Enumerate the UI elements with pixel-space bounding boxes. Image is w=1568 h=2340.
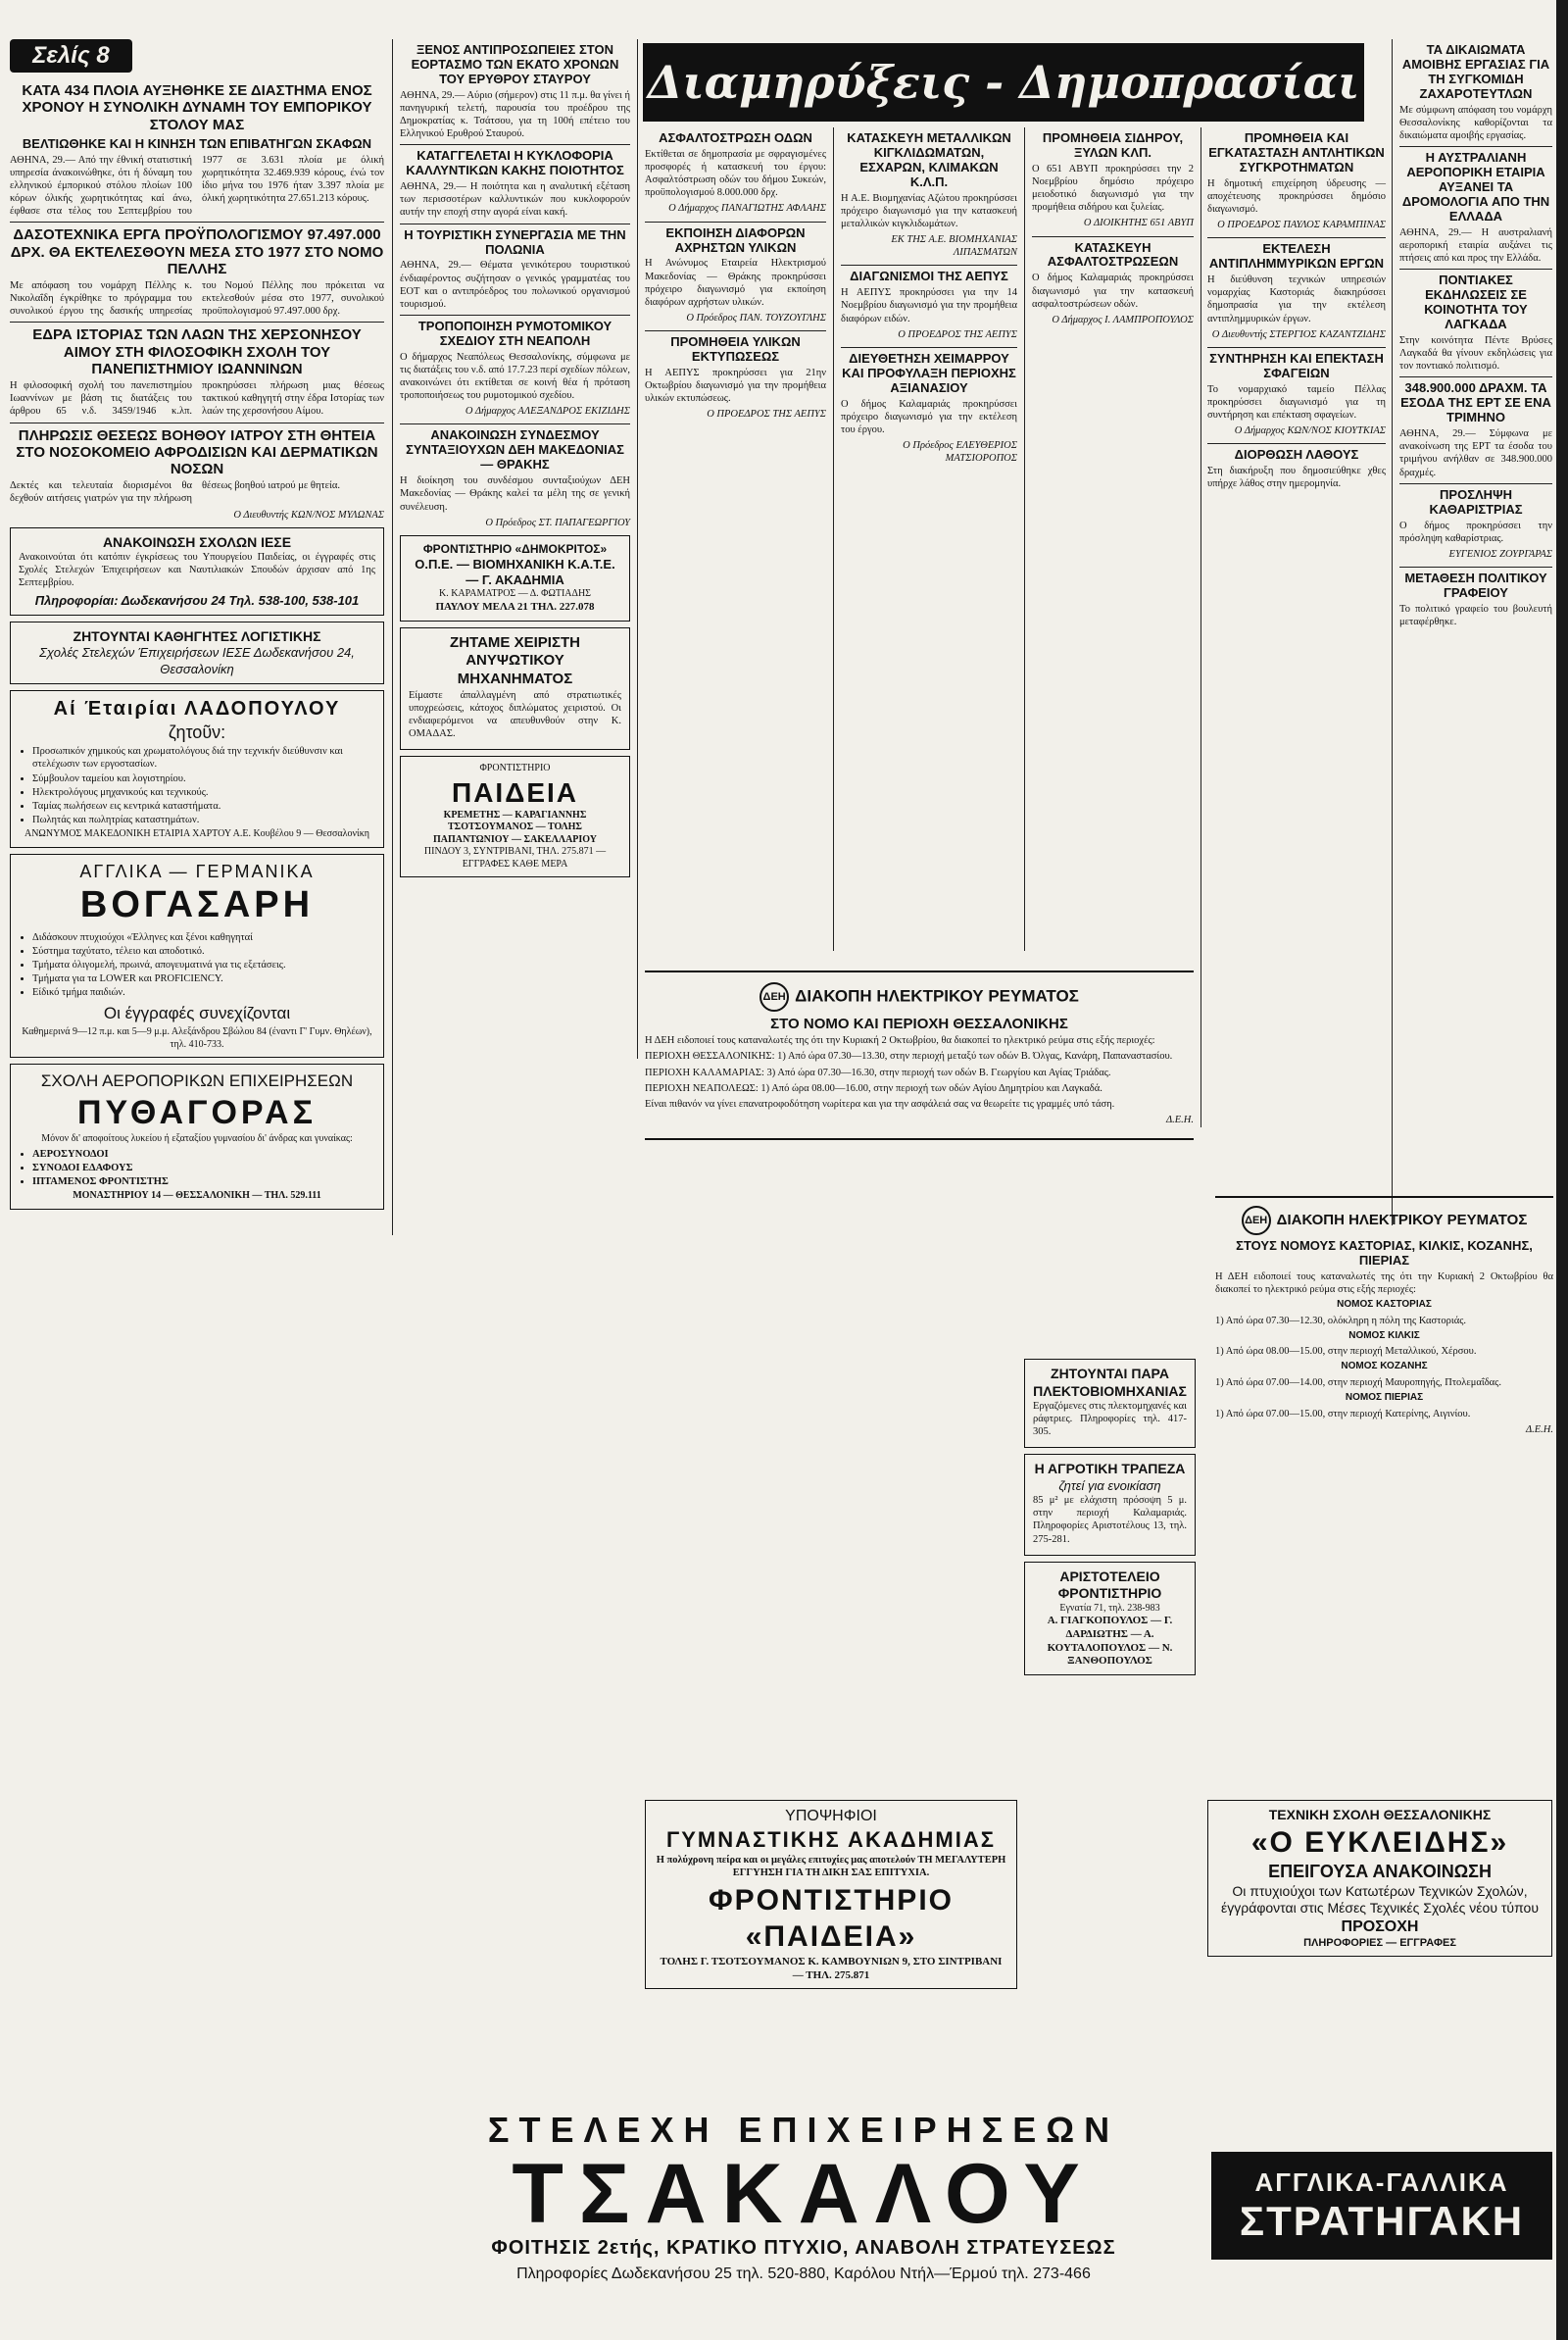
headline: ΠΛΗΡΩΣΙΣ ΘΕΣΕΩΣ ΒΟΗΘΟΥ ΙΑΤΡΟΥ ΣΤΗ ΘΗΤΕΙΑ ΣΤΟ ΝΟΣΟΚΟΜΕΙΟ ΑΦΡΟΔΙΣΙΩΝ ΚΑΙ ΔΕΡΜΑΤΙΚΩΝ ΝΟΣΩΝ: [16, 426, 378, 478]
list-item: • Είδικό τμήμα παιδιών.: [32, 986, 375, 999]
section-masthead: Διαμηρύξεις - Δημοπρασίαι: [643, 43, 1364, 122]
signature: Δ.Ε.Η.: [1525, 1423, 1553, 1435]
headline: ΚΑΤΑΣΚΕΥΗ ΑΣΦΑΛΤΟΣΤΡΩΣΕΩΝ: [1047, 239, 1179, 270]
notice-title: ΔΕΗ ΔΙΑΚΟΠΗ ΗΛΕΚΤΡΙΚΟΥ ΡΕΥΜΑΤΟΣ: [1215, 1206, 1553, 1235]
list-item: • Τμήματα για τα LOWER και PROFICIENCY.: [32, 972, 375, 985]
article-text: ΑΘΗΝΑ, 29.— Η ποιότητα και η αναλυτική εξέταση των περισσοτέρων καλλυντικών που κυκλοφορούν αυτήν την εποχή στην αγορά είναι κακή.: [400, 181, 630, 219]
article-text: Ο δήμαρχος Νεαπόλεως Θεσσαλονίκης, σύμφωνα με τις διατάξεις του ν.δ. από 17.7.23 περί σχεδίων πόλεων, ανακοινώνει ότι εκτίθεται σε κοινή θέα ή πρόταση τροποποιήσεως του ρυμοτομικού σχεδίου.: [400, 351, 630, 402]
ad-text: Σχολές Στελεχών Έπιχειρήσεων ΙΕΣΕ Δωδεκανήσου 24, Θεσσαλονίκη: [39, 645, 355, 676]
ad-tsakalou: [412, 2108, 1196, 2284]
signature: Ο Δήμαρχος ΠΑΝΑΓΙΩΤΗΣ ΑΦΛΑΗΣ: [668, 203, 826, 215]
ad-title: ΖΗΤΟΥΝΤΑΙ ΚΑΘΗΓΗΤΕΣ ΛΟΓΙΣΤΙΚΗΣ: [73, 627, 321, 644]
ad-list: [19, 931, 375, 1000]
ad-title: Η ΑΓΡΟΤΙΚΗ ΤΡΑΠΕΖΑ: [1034, 1461, 1186, 1477]
headline: Η ΤΟΥΡΙΣΤΙΚΗ ΣΥΝΕΡΓΑΣΙΑ ΜΕ ΤΗΝ ΠΟΛΩΝΙΑ: [404, 226, 626, 257]
article-text: Η Α.Ε. Βιομηχανίας Αζώτου προκηρύσσει πρόχειρο διαγωνισμό για την κατασκευή μεταλλικών κιγκλιδωμάτων.: [841, 192, 1017, 229]
article-text: Ο δήμος Καλαμαριάς προκηρύσσει πρόχειρο διαγωνισμό για την εκτέλεση του έργου.: [841, 398, 1017, 435]
ad-title: ΑΡΙΣΤΟΤΕΛΕΙΟ ΦΡΟΝΤΙΣΤΗΡΙΟ: [1057, 1568, 1162, 1602]
ad-note: Οι έγγραφές συνεχίζονται: [103, 1004, 291, 1023]
article-text: Ο 651 ΑΒΥΠ προκηρύσσει την 2 Νοεμβρίου δημόσιο πρόχειρο μειοδοτικό διαγωνισμό για την προμήθεια σιδήρου και ξυλείας.: [1032, 163, 1194, 214]
power-cut-notice-thessaloniki: [645, 971, 1194, 1140]
column-5: [1032, 127, 1194, 332]
column-divider: [1200, 127, 1201, 1127]
ad-title: ΖΗΤΑΜΕ ΧΕΙΡΙΣΤΗ ΑΝΥΨΩΤΙΚΟΥ ΜΗΧΑΝΗΜΑΤΟΣ: [450, 633, 580, 687]
ad-brand: ΦΡΟΝΤΙΣΤΗΡΙΟ «ΠΑΙΔΕΙΑ»: [709, 1883, 954, 1954]
signature: Ο Πρόεδρος ΠΑΝ. ΤΟΥΖΟΥΓΛΗΣ: [686, 312, 826, 324]
ad-name: ΤΣΑΚΑΛΟΥ: [512, 2147, 1096, 2241]
list-item: • ΣΥΝΟΔΟΙ ΕΔΑΦΟΥΣ: [32, 1162, 375, 1174]
article-text: Με σύμφωνη απόφαση του νομάρχη Θεσσαλονίκης καθορίζονται τα δικαιώματα αμοιβής εργασίας.: [1399, 104, 1552, 141]
article-text: Στη διακήρυξη που δημοσιεύθηκε χθες υπήρχε λάθος στην ημερομηνία.: [1207, 466, 1386, 490]
ad-contact: Καθημερινά 9—12 π.μ. και 5—9 μ.μ. Αλεξάνδρου Σβώλου 84 (έναντι Γ' Γυμν. Θηλέων), τηλ. 410-733.: [22, 1026, 372, 1050]
list-item: • Ταμίας πωλήσεων εις κεντρικά καταστήματα.: [32, 800, 375, 813]
headline: ΣΥΝΤΗΡΗΣΗ ΚΑΙ ΕΠΕΚΤΑΣΗ ΣΦΑΓΕΙΩΝ: [1209, 350, 1384, 380]
ad-top: ΑΓΓΛΙΚΑ-ΓΑΛΛΙΚΑ: [1254, 2166, 1509, 2197]
ad-box: [1207, 1800, 1552, 1957]
article-text: Το πολιτικό γραφείο του βουλευτή μεταφέρθηκε.: [1399, 603, 1552, 627]
ad-attention: ΠΡΟΣΟΧΗ: [1341, 1917, 1419, 1935]
dei-logo-icon: ΔΕΗ: [1242, 1206, 1271, 1235]
ad-dimokritos: [400, 535, 630, 622]
ad-name: ΠΑΙΔΕΙΑ: [451, 776, 579, 808]
headline: ΤΡΟΠΟΠΟΙΗΣΗ ΡΥΜΟΤΟΜΙΚΟΥ ΣΧΕΔΙΟΥ ΣΤΗ ΝΕΑΠΟΛΗ: [417, 318, 612, 348]
signature: Ο Πρόεδρος ΣΤ. ΠΑΠΑΓΕΩΡΓΙΟΥ: [485, 517, 630, 528]
headline: ΕΚΠΟΙΗΣΗ ΔΙΑΦΟΡΩΝ ΑΧΡΗΣΤΩΝ ΥΛΙΚΩΝ: [665, 224, 806, 255]
ad-name: ΠΥΘΑΓΟΡΑΣ: [76, 1093, 318, 1131]
ad-vogazari: [10, 854, 384, 1059]
ad-paideia-small: [400, 756, 630, 877]
notice-paragraph: ΠΕΡΙΟΧΗ ΚΑΛΑΜΑΡΙΑΣ: 3) Από ώρα 07.30—16.30, στην περιοχή των οδών Β. Γεωργίου και Αγίας Τριάδας.: [645, 1067, 1111, 1078]
headline: 348.900.000 ΔΡΑΧΜ. ΤΑ ΕΣΟΔΑ ΤΗΣ ΕΡΤ ΣΕ ΕΝΑ ΤΡΙΜΗΝΟ: [1400, 380, 1551, 425]
notice-intro: Η ΔΕΗ ειδοποιεί τους καταναλωτές της ότι την Κυριακή 2 Οκτωβρίου θα διακοπεί το ηλεκτρικό ρεύμα στις εξής περιοχές:: [1215, 1270, 1553, 1295]
ad-iese: [10, 527, 384, 616]
column-divider: [1024, 127, 1025, 951]
ad-top: ΑΓΓΛΙΚΑ — ΓΕΡΜΑΝΙΚΑ: [79, 861, 315, 881]
ad-top: ΣΧΟΛΗ ΑΕΡΟΠΟΡΙΚΩΝ ΕΠΙΧΕΙΡΗΣΕΩΝ: [40, 1071, 354, 1091]
headline: ΚΑΤΑ 434 ΠΛΟΙΑ ΑΥΞΗΘΗΚΕ ΣΕ ΔΙΑΣΤΗΜΑ ΕΝΟΣ ΧΡΟΝΟΥ Η ΣΥΝΟΛΙΚΗ ΔΥΝΑΜΗ ΤΟΥ ΕΜΠΟΡΙΚΟΥ ΣΤΟΛΟΥ ΜΑΣ: [22, 82, 372, 133]
signature: ΕΚ ΤΗΣ Α.Ε. ΒΙΟΜΗΧΑΝΙΑΣ ΛΙΠΑΣΜΑΤΩΝ: [891, 234, 1017, 259]
article-text: ΑΘΗΝΑ, 29.— Θέματα γενικότερου τουριστικού ένδιαφέροντος συζήτησαν ο γενικός γραμματέας του ΕΟΤ και ο αντιπρόεδρος του πολωνικού οργανισμού τουρισμού.: [400, 260, 630, 310]
notice-paragraph: ΠΕΡΙΟΧΗ ΘΕΣΣΑΛΟΝΙΚΗΣ: 1) Από ώρα 07.30—13.30, στην περιοχή μεταξύ των οδών Β. Όλγας, Κανάρη, Παπαναστασίου.: [645, 1051, 1173, 1063]
column-4: [841, 127, 1017, 471]
ad-name: ΣΤΡΑΤΗΓΑΚΗ: [1239, 2197, 1525, 2244]
prefecture-label: ΝΟΜΟΣ ΚΑΣΤΟΡΙΑΣ: [1337, 1299, 1432, 1311]
ad-text: Η πολύχρονη πείρα και οι μεγάλες επιτυχίες μας αποτελούν ΤΗ ΜΕΓΑΛΥΤΕΡΗ ΕΓΓΥΗΣΗ ΓΙΑ ΤΗ ΔΙΚΗ ΣΑΣ ΕΠΙΤΥΧΙΑ.: [656, 1854, 1006, 1878]
ad-list: [19, 1148, 375, 1188]
ad-top: ΥΠΟΨΗΦΙΟΙ: [785, 1808, 877, 1824]
ad-contact: ΠΑΥΛΟΥ ΜΕΛΑ 21 ΤΗΛ. 227.078: [435, 600, 595, 613]
notice-paragraph: ΠΕΡΙΟΧΗ ΝΕΑΠΟΛΕΩΣ: 1) Από ώρα 08.00—16.00, στην περιοχή των οδών Αγίου Δημητρίου και Λαγκαδά.: [645, 1082, 1102, 1094]
ad-title: Αί Έταιρίαι ΛΑΔΟΠΟΥΛΟΥ: [53, 697, 341, 720]
ad-list: [19, 745, 375, 826]
ad-contact: Πληροφορίαι: Δωδεκανήσου 24 Τηλ. 538-100, 538-101: [34, 592, 360, 608]
prefecture-label: ΝΟΜΟΣ ΚΟΖΑΝΗΣ: [1341, 1361, 1428, 1372]
prefecture-label: ΝΟΜΟΣ ΠΙΕΡΙΑΣ: [1345, 1392, 1424, 1403]
column-divider: [1392, 39, 1393, 1225]
small-ads-right: [1024, 1353, 1196, 1681]
column-divider: [392, 39, 393, 1235]
article-text: Εκτίθεται σε δημοπρασία με σφραγισμένες προσφορές ή κατασκευή του έργου: Ασφαλτόστρωση οδών του δήμου Συκεών, προϋπολογισμού 8.000.000 δρχ.: [645, 148, 826, 199]
signature: Ο ΠΡΟΕΔΡΟΣ ΤΗΣ ΑΕΠΥΣ: [707, 409, 826, 421]
headline: ΔΙΟΡΘΩΣΗ ΛΑΘΟΥΣ: [1234, 447, 1359, 463]
ad-contact: Πληροφορίες Δωδεκανήσου 25 τηλ. 520-880, Καρόλου Ντήλ—Έρμού τηλ. 273-466: [516, 2265, 1091, 2282]
ad-text: 85 μ² με ελάχιστη πρόσοψη 5 μ. στην περιοχή Καλαμαριάς. Πληροφορίες Αριστοτέλους 13, τηλ. 275-281.: [1033, 1495, 1187, 1545]
ad-footer: ΑΝΩΝΥΜΟΣ ΜΑΚΕΔΟΝΙΚΗ ΕΤΑΙΡΙΑ ΧΑΡΤΟΥ Α.Ε. Κουβέλου 9 — Θεσσαλονίκη: [24, 828, 369, 840]
headline: ΔΑΣΟΤΕΧΝΙΚΑ ΕΡΓΑ ΠΡΟΫΠΟΛΟΓΙΣΜΟΥ 97.497.000 ΔΡΧ. ΘΑ ΕΚΤΕΛΕΣΘΟΥΝ ΜΕΣΑ ΣΤΟ 1977 ΣΤΟ ΝΟΜΟ ΠΕΛΛΗΣ: [10, 226, 384, 277]
ad-subtitle: ΕΠΕΙΓΟΥΣΑ ΑΝΑΚΟΙΝΩΣΗ: [1268, 1862, 1492, 1881]
ad-name: ΒΟΓΑΣΑΡΗ: [79, 884, 315, 926]
ad-contact: ΠΛΗΡΟΦΟΡΙΕΣ — ΕΓΓΡΑΦΕΣ: [1303, 1936, 1456, 1949]
signature: Ο ΔΙΟΙΚΗΤΗΣ 651 ΑΒΥΠ: [1083, 218, 1194, 229]
headline: ΑΣΦΑΛΤΟΣΤΡΩΣΗ ΟΔΩΝ: [659, 130, 812, 145]
signature: Δ.Ε.Η.: [1165, 1114, 1194, 1125]
column-7: [1399, 39, 1552, 631]
ad-subtitle: ζητοῦν:: [168, 722, 226, 742]
headline: ΔΙΑΓΩΝΙΣΜΟΙ ΤΗΣ ΑΕΠΥΣ: [850, 269, 1008, 284]
signature: Ο Διευθυντής ΚΩΝ/ΝΟΣ ΜΥΛΩΝΑΣ: [233, 509, 384, 521]
article-text: Το νομαρχιακό ταμείο Πέλλας προκηρύσσει διαγωνισμό για τη συντήρηση και επέκταση σφαγείων.: [1207, 383, 1386, 421]
dei-logo-icon: ΔΕΗ: [760, 982, 789, 1012]
ad-name: «Ο ΕΥΚΛΕΙΔΗΣ»: [1250, 1825, 1509, 1859]
headline: ΑΝΑΚΟΙΝΩΣΗ ΣΥΝΔΕΣΜΟΥ ΣΥΝΤΑΞΙΟΥΧΩΝ ΔΕΗ ΜΑΚΕΔΟΝΙΑΣ — ΘΡΑΚΗΣ: [406, 427, 624, 473]
headline: Η ΑΥΣΤΡΑΛΙΑΝΗ ΑΕΡΟΠΟΡΙΚΗ ΕΤΑΙΡΙΑ ΑΥΞΑΝΕΙ ΤΑ ΔΡΟΜΟΛΟΓΙΑ ΑΠΟ ΤΗΝ ΕΛΛΑΔΑ: [1401, 150, 1550, 224]
list-item: • Σύστημα ταχύτατο, τέλειο και αποδοτικό.: [32, 945, 375, 958]
ad-title: ΖΗΤΟΥΝΤΑΙ ΠΑΡΑ ΠΛΕΚΤΟΒΙΟΜΗΧΑΝΙΑΣ: [1033, 1366, 1187, 1399]
prefecture-label: ΝΟΜΟΣ ΚΙΛΚΙΣ: [1348, 1329, 1420, 1341]
notice-intro: Η ΔΕΗ ειδοποιεί τους καταναλωτές της ότι την Κυριακή 2 Οκτωβρίου, θα διακοπεί το ηλεκτρικό ρεύμα στις εξής περιοχές:: [645, 1035, 1155, 1047]
list-item: • Διδάσκουν πτυχιούχοι «Έλληνες και ξένοι καθηγηταί: [32, 931, 375, 944]
signature: Ο Διευθυντής ΣΤΕΡΓΙΟΣ ΚΑΖΑΝΤΖΙΔΗΣ: [1211, 328, 1386, 340]
headline: ΠΡΟΜΗΘΕΙΑ ΚΑΙ ΕΓΚΑΤΑΣΤΑΣΗ ΑΝΤΛΗΤΙΚΩΝ ΣΥΓΚΡΟΤΗΜΑΤΩΝ: [1208, 130, 1385, 174]
ad-text: Εγνατία 71, τηλ. 238-983: [1059, 1602, 1160, 1614]
headline: ΜΕΤΑΘΕΣΗ ΠΟΛΙΤΙΚΟΥ ΓΡΑΦΕΙΟΥ: [1404, 570, 1547, 600]
headline: ΠΡΟΜΗΘΕΙΑ ΣΙΔΗΡΟΥ, ΞΥΛΩΝ ΚΛΠ.: [1042, 130, 1184, 160]
ad-aristoteleio: [1024, 1562, 1196, 1676]
ad-text: Είμαστε άπαλλαγμένη από στρατιωτικές υποχρεώσεις, κάτοχος διπλώματος χειριστού. Οι ενδιαφερόμενοι να απευθυνθούν στην Κ. ΟΜΑΔΑΣ.: [409, 689, 621, 740]
notice-subtitle: ΣΤΟΥΣ ΝΟΜΟΥΣ ΚΑΣΤΟΡΙΑΣ, ΚΙΛΚΙΣ, ΚΟΖΑΝΗΣ, ΠΙΕΡΙΑΣ: [1236, 1238, 1533, 1268]
ad-names: Κ. ΚΑΡΑΜΑΤΡΟΣ — Δ. ΦΩΤΙΑΔΗΣ: [438, 588, 592, 600]
list-item: • Ηλεκτρολόγους μηχανικούς και τεχνικούς.: [32, 786, 375, 799]
subheadline: ΒΕΛΤΙΩΘΗΚΕ ΚΑΙ Η ΚΙΝΗΣΗ ΤΩΝ ΕΠΙΒΑΤΗΓΩΝ ΣΚΑΦΩΝ: [22, 135, 372, 151]
ad-contact: ΜΟΝΑΣΤΗΡΙΟΥ 14 — ΘΕΣΣΑΛΟΝΙΚΗ — ΤΗΛ. 529.111: [73, 1190, 321, 1202]
article-text: Η ΑΕΠΥΣ προκηρύσσει για 21ην Οκτωβρίου διαγωνισμό για την προμήθεια υλικών εκτυπώσεως.: [645, 367, 826, 405]
ad-list: ΚΡΕΜΕΤΗΣ — ΚΑΡΑΓΙΑΝΝΗΣ ΤΣΟΤΣΟΥΜΑΝΟΣ — ΤΟΛΗΣ ΠΑΠΑΝΤΩΝΙΟΥ — ΣΑΚΕΛΛΑΡΙΟΥ: [432, 809, 598, 845]
headline: ΚΑΤΑΓΓΕΛΕΤΑΙ Η ΚΥΚΛΟΦΟΡΙΑ ΚΑΛΛΥΝΤΙΚΩΝ ΚΑΚΗΣ ΠΟΙΟΤΗΤΟΣ: [406, 148, 624, 178]
column-2: [400, 39, 630, 883]
ad-title: ΦΡΟΝΤΙΣΤΗΡΙΟ «ΔΗΜΟΚΡΙΤΟΣ»: [422, 541, 608, 556]
ad-pythagoras: [10, 1064, 384, 1209]
signature: Ο Δήμαρχος ΑΛΕΞΑΝΔΡΟΣ ΕΚΙΖΙΔΗΣ: [465, 406, 630, 418]
headline: ΕΔΡΑ ΙΣΤΟΡΙΑΣ ΤΩΝ ΛΑΩΝ ΤΗΣ ΧΕΡΣΟΝΗΣΟΥ ΑΙΜΟΥ ΣΤΗ ΦΙΛΟΣΟΦΙΚΗ ΣΧΟΛΗ ΤΟΥ ΠΑΝΕΠΙΣΤΗΜΙΟΥ ΙΩΑΝΝΙΝΩΝ: [32, 326, 362, 377]
notice-paragraph: 1) Από ώρα 07.30—12.30, ολόκληρη η πόλη της Καστοριάς.: [1215, 1315, 1467, 1326]
article-text: Η διοίκηση του συνδέσμου συνταξιούχων ΔΕΗ Μακεδονίας — Θράκης καλεί τα μέλη της σε γενική συνέλευση.: [400, 475, 630, 513]
article-text: Η διεύθυνση τεχνικών υπηρεσιών νομαρχίας Καστοριάς διακηρύσσει δημοπρασία για την εκτέλεση αντιπλημμυρικών έργων.: [1207, 274, 1386, 324]
column-3: [645, 127, 826, 426]
headline: ΠΡΟΣΛΗΨΗ ΚΑΘΑΡΙΣΤΡΙΑΣ: [1429, 486, 1523, 517]
article-text: Ο δήμος προκηρύσσει την πρόσληψη καθαρίστριας.: [1399, 520, 1552, 544]
page-edge-shadow: [1556, 0, 1568, 2340]
article-text: ΑΘΗΝΑ, 29.— Η αυστραλιανή αεροπορική εταιρία αυξάνει τις πτήσεις από και προς την Ελλάδα.: [1399, 226, 1552, 265]
ad-text: Ο.Π.Ε. — ΒΙΟΜΗΧΑΝΙΚΗ Κ.Α.Τ.Ε. — Γ. ΑΚΑΔΗΜΙΑ: [415, 556, 615, 587]
headline: ΤΑ ΔΙΚΑΙΩΜΑΤΑ ΑΜΟΙΒΗΣ ΕΡΓΑΣΙΑΣ ΓΙΑ ΤΗ ΣΥΓΚΟΜΙΔΗ ΖΑΧΑΡΟΤΕΥΤΛΩΝ: [1401, 42, 1550, 101]
signature: ΕΥΓΕΝΙΟΣ ΖΟΥΡΓΑΡΑΣ: [1448, 548, 1552, 560]
ad-names: Α. ΓΙΑΓΚΟΠΟΥΛΟΣ — Γ. ΔΑΡΔΙΩΤΗΣ — Α. ΚΟΥΤΑΛΟΠΟΥΛΟΣ — Ν. ΞΑΝΘΟΠΟΥΛΟΣ: [1047, 1615, 1173, 1668]
article-text: ΑΘΗΝΑ, 29.— Σύμφωνα με ανακοίνωση της ΕΡΤ τα έσοδα του τριμήνου ανήλθαν σε 348.900.000 δραχμές.: [1399, 428, 1552, 478]
headline: ΕΚΤΕΛΕΣΗ ΑΝΤΙΠΛΗΜΜΥΡΙΚΩΝ ΕΡΓΩΝ: [1208, 241, 1385, 272]
article-text: Η Ανώνυμος Εταιρεία Ηλεκτρισμού Μακεδονίας — Θράκης προκηρύσσει πρόχειρο διαγωνισμό για εκποίηση διαφόρων αχρήστων υλικών.: [645, 258, 826, 308]
column-6: [1207, 127, 1386, 493]
list-item: • ΑΕΡΟΣΥΝΟΔΟΙ: [32, 1148, 375, 1161]
notice-title: ΔΕΗ ΔΙΑΚΟΠΗ ΗΛΕΚΤΡΙΚΟΥ ΡΕΥΜΑΤΟΣ: [645, 982, 1194, 1012]
ad-contact: ΤΟΛΗΣ Γ. ΤΣΟΤΣΟΥΜΑΝΟΣ Κ. ΚΑΜΒΟΥΝΙΩΝ 9, ΣΤΟ ΣΙΝΤΡΙΒΑΝΙ — ΤΗΛ. 275.871: [660, 1955, 1003, 1981]
ad-text: Ανακοινούται ότι κατόπιν έγκρίσεως του Υπουργείου Παιδείας, οι έγγραφές στις Σχολές Στελεχών Έπιχειρήσεων και Ναυτιλιακών Σπουδών άρχισαν από 1ης Σεπτεμβρίου.: [19, 552, 375, 589]
ad-intro: Μόνον δι' αποφοίτους λυκείου ή εξαταξίου γυμνασίου δι' άνδρας και γυναίκας:: [41, 1133, 353, 1145]
list-item: • Τμήματα όλιγομελή, πρωινά, απογευματινά για τις εξετάσεις.: [32, 959, 375, 971]
ad-text: Οι πτυχιούχοι των Κατωτέρων Τεχνικών Σχολών, έγγράφονται στις Μέσες Τεχνικές Σχολές νέου τύπου: [1221, 1882, 1539, 1916]
page-number-badge: Σελίς 8: [10, 39, 132, 73]
article-text: Με απόφαση του νομάρχη Πέλλης κ. Νικολαΐδη έγκρίθηκε το πρόγραμμα του συνολικού έργου της δασικής υπηρεσίας του Νομού Πέλλης που πρόκειται να εκτελεσθούν μέσα στο 1977, συνολικού προϋπολογισμού 97.497.000 δρχ.: [10, 280, 384, 318]
ad-text: Εργαζόμενες στις πλεκτομηχανές και ράφτριες. Πληροφορίες τηλ. 417-305.: [1033, 1401, 1187, 1438]
ad-plektoviomichania: [1024, 1359, 1196, 1448]
ad-subtitle: ζητεί για ενοικίαση: [1058, 1477, 1161, 1493]
headline: ΚΑΤΑΣΚΕΥΗ ΜΕΤΑΛΛΙΚΩΝ ΚΙΓΚΛΙΔΩΜΑΤΩΝ, ΕΣΧΑΡΩΝ, ΚΛΙΜΑΚΩΝ Κ.Λ.Π.: [847, 130, 1011, 189]
list-item: • ΙΠΤΑΜΕΝΟΣ ΦΡΟΝΤΙΣΤΗΣ: [32, 1175, 375, 1188]
article-text: Η δημοτική επιχείρηση ύδρευσης — αποχέτευσης προκηρύσσει δημόσιο διαγωνισμό.: [1207, 177, 1386, 216]
list-item: • Πωλητάς και πωλητρίας καταστημάτων.: [32, 814, 375, 826]
ad-gymnastiki-akadimia: [645, 1794, 1017, 1995]
ad-agrotiki-trapeza: [1024, 1454, 1196, 1555]
column-divider: [637, 39, 638, 1059]
headline: ΠΡΟΜΗΘΕΙΑ ΥΛΙΚΩΝ ΕΚΤΥΠΩΣΕΩΣ: [670, 334, 801, 364]
ad-logistis: [10, 622, 384, 684]
ad-top: ΦΡΟΝΤΙΣΤΗΡΙΟ: [479, 763, 551, 774]
ad-cheiristis: [400, 627, 630, 751]
signature: Ο ΠΡΟΕΔΡΟΣ ΠΑΥΛΟΣ ΚΑΡΑΜΠΙΝΑΣ: [1217, 220, 1386, 231]
article-text: Ο δήμος Καλαμαριάς προκηρύσσει διαγωνισμό για την κατασκευή ασφαλτοστρώσεων οδών.: [1032, 273, 1194, 310]
signature: Ο ΠΡΟΕΔΡΟΣ ΤΗΣ ΑΕΠΥΣ: [898, 328, 1017, 340]
signature: Ο Πρόεδρος ΕΛΕΥΘΕΡΙΟΣ ΜΑΤΣΙΟΡΟΠΟΣ: [903, 440, 1017, 465]
article-text: ΑΘΗΝΑ, 29.— Αύριο (σήμερον) στις 11 π.μ. θα γίνει ή πανηγυρική τελετή, παρουσία του προέδρου της Δημοκρατίας κ. Τσάτσου, για τη 100ή επέτειο του Ελληνικού Ερυθρού Σταυρού.: [400, 89, 630, 140]
ad-strategaki: [1211, 2152, 1552, 2260]
article-text: Η φιλοσοφική σχολή του πανεπιστημίου Ιωαννίνων με βάση τις διατάξεις του άρθρου 65 ν.δ. 3459/1946 κ.λπ. προκηρύσσει πλήρωση μιας θέσεως τακτικού καθηγητή στην έδρα Ιστορίας των λαών της χερσονήσου Αίμου.: [10, 380, 384, 418]
notice-paragraph: 1) Από ώρα 07.00—14.00, στην περιοχή Μαυροπηγής, Πτολεμαΐδας.: [1215, 1376, 1501, 1388]
ad-contact: ΠΙΝΔΟΥ 3, ΣΥΝΤΡΙΒΑΝΙ, ΤΗΛ. 275.871 — ΕΓΓΡΑΦΕΣ ΚΑΘΕ ΜΕΡΑ: [423, 846, 607, 870]
ad-line: ΦΟΙΤΗΣΙΣ 2ετής, ΚΡΑΤΙΚΟ ΠΤΥΧΙΟ, ΑΝΑΒΟΛΗ ΣΤΡΑΤΕΥΣΕΩΣ: [491, 2237, 1116, 2259]
notice-note: Είναι πιθανόν να γίνει επανατροφοδότηση νωρίτερα και για την ασφάλειά σας να θεωρείτε τις γραμμές υπό τάση.: [645, 1098, 1115, 1110]
list-item: • Σύμβουλον ταμείου και λογιστηρίου.: [32, 772, 375, 785]
signature: Ο Δήμαρχος ΚΩΝ/ΝΟΣ ΚΙΟΥΤΚΙΑΣ: [1234, 425, 1386, 437]
ad-top: ΤΕΧΝΙΚΗ ΣΧΟΛΗ ΘΕΣΣΑΛΟΝΙΚΗΣ: [1268, 1807, 1492, 1822]
column-divider: [833, 127, 834, 951]
ad-top: ΣΤΕΛΕΧΗ ΕΠΙΧΕΙΡΗΣΕΩΝ: [487, 2110, 1120, 2150]
headline: ΞΕΝΟΣ ΑΝΤΙΠΡΟΣΩΠΕΙΕΣ ΣΤΟΝ ΕΟΡΤΑΣΜΟ ΤΩΝ ΕΚΑΤΟ ΧΡΟΝΩΝ ΤΟΥ ΕΡΥΘΡΟΥ ΣΤΑΥΡΟΥ: [411, 42, 619, 86]
ad-ladopoulou: [10, 690, 384, 848]
article-text: Στην κοινότητα Πέντε Βρύσες Λαγκαδά θα γίνουν εκδηλώσεις για τον ποντιακό πολιτισμό.: [1399, 334, 1552, 373]
notice-paragraph: 1) Από ώρα 07.00—15.00, στην περιοχή Κατερίνης, Αιγινίου.: [1215, 1408, 1471, 1419]
article-text: ΑΘΗΝΑ, 29.— Από την έθνική στατιστική υπηρεσία άνακοινώθηκε, ότι ή δύναμη του ελληνικού έμπορικού στόλου πλοίων 100 κόρων όλικής χωρητικότητας καί άνω, έφθασε στα τέλος του Σεπτεμβρίου του 1977 σε 3.631 πλοία με όλική χωρητικότητα 32.469.939 κόρους, ένώ τον ίδιο μήνα του 1976 ήταν 3.397 πλοία με όλική χωρητικότητα 27.651.213 κόρους.: [10, 154, 384, 218]
power-cut-notice-prefectures: [1215, 1196, 1553, 1442]
article-text: Δεκτές και τελευταία διορισμένοι θα δεχθούν αιτήσεις γιατρών για την πλήρωση θέσεως βοηθού ιατρού με θητεία.: [10, 480, 341, 505]
notice-subtitle: ΣΤΟ ΝΟΜΟ ΚΑΙ ΠΕΡΙΟΧΗ ΘΕΣΣΑΛΟΝΙΚΗΣ: [770, 1016, 1068, 1032]
article-text: Η ΑΕΠΥΣ προκηρύσσει για την 14 Νοεμβρίου διαγωνισμό για την προμήθεια διαφόρων ειδών.: [841, 287, 1017, 324]
column-1: [10, 78, 384, 1216]
signature: Ο Δήμαρχος Ι. ΛΑΜΠΡΟΠΟΥΛΟΣ: [1052, 314, 1194, 325]
notice-paragraph: 1) Από ώρα 08.00—15.00, στην περιοχή Μεταλλικού, Χέρσου.: [1215, 1346, 1477, 1358]
ad-eukleidis: [1207, 1794, 1552, 1963]
list-item: • Προσωπικόν χημικούς και χρωματολόγους διά την τεχνικήν διεύθυνσιν και στελέχωσιν των εργοστασίων.: [32, 745, 375, 771]
headline: ΠΟΝΤΙΑΚΕΣ ΕΚΔΗΛΩΣΕΙΣ ΣΕ ΚΟΙΝΟΤΗΤΑ ΤΟΥ ΛΑΓΚΑΔΑ: [1424, 273, 1528, 331]
headline: ΔΙΕΥΘΕΤΗΣΗ ΧΕΙΜΑΡΡΟΥ ΚΑΙ ΠΡΟΦΥΛΑΞΗ ΠΕΡΙΟΧΗΣ ΑΞΙΑΝΑΣΙΟΥ: [842, 350, 1016, 395]
ad-name: ΓΥΜΝΑΣΤΙΚΗΣ ΑΚΑΔΗΜΙΑΣ: [666, 1827, 996, 1852]
ad-title: ΑΝΑΚΟΙΝΩΣΗ ΣΧΟΛΩΝ ΙΕΣΕ: [102, 533, 292, 550]
ad-box: [645, 1800, 1017, 1989]
